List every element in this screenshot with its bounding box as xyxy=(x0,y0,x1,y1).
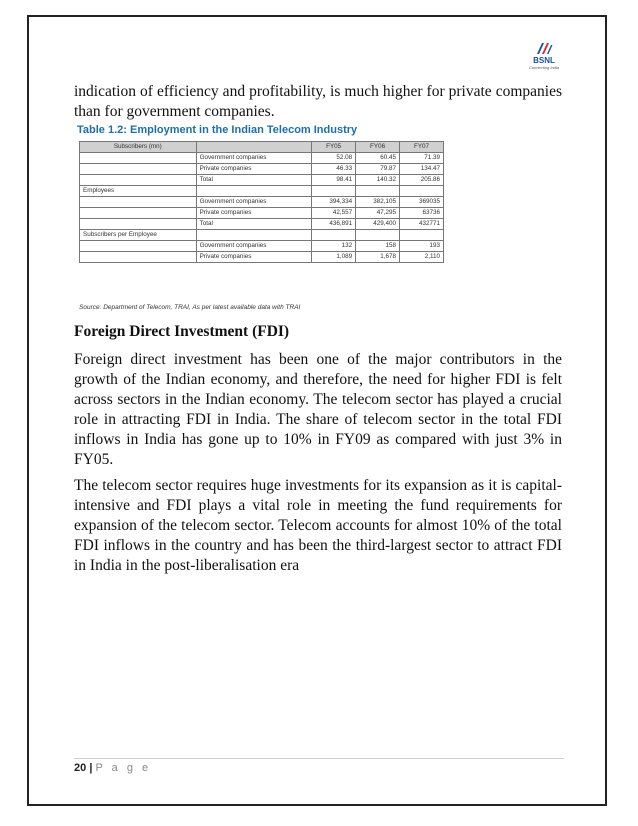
table-row xyxy=(80,241,444,252)
table-row xyxy=(80,252,444,263)
table-cell: 79.87 xyxy=(356,164,400,175)
table-cell: 436,891 xyxy=(312,219,356,230)
table-cell xyxy=(80,241,197,252)
table-cell xyxy=(196,186,312,197)
footer-separator: | xyxy=(89,762,93,774)
logo-name: BSNL xyxy=(533,56,555,65)
table-cell: 98.41 xyxy=(312,175,356,186)
table-cell: 134.47 xyxy=(400,164,444,175)
table-cell: 432771 xyxy=(400,219,444,230)
table-cell: Government companies xyxy=(196,153,312,164)
table-cell: 42,557 xyxy=(312,208,356,219)
table-cell: 47,295 xyxy=(356,208,400,219)
table-cell: 1,678 xyxy=(356,252,400,263)
table-cell: Total xyxy=(196,175,312,186)
table-title: Table 1.2: Employment in the Indian Telecom Industry xyxy=(77,124,358,136)
table-cell xyxy=(356,186,400,197)
table-cell xyxy=(80,153,197,164)
table-header-cell xyxy=(196,142,312,153)
table-cell: 193 xyxy=(400,241,444,252)
bsnl-swoosh-icon xyxy=(533,40,555,56)
page-label: P a g e xyxy=(95,762,152,774)
table-cell: 63736 xyxy=(400,208,444,219)
table-cell xyxy=(80,197,197,208)
table-cell: 46.33 xyxy=(312,164,356,175)
section-heading: Foreign Direct Investment (FDI) xyxy=(74,323,290,340)
table-cell: 158 xyxy=(356,241,400,252)
table-cell: Private companies xyxy=(196,208,312,219)
table-cell: Private companies xyxy=(196,164,312,175)
table-row xyxy=(80,208,444,219)
table-cell xyxy=(80,252,197,263)
table-cell: 429,400 xyxy=(356,219,400,230)
table-row xyxy=(80,219,444,230)
table-header-cell: FY05 xyxy=(312,142,356,153)
table-cell: 140.32 xyxy=(356,175,400,186)
table-cell xyxy=(356,230,400,241)
table-cell xyxy=(80,219,197,230)
fdi-paragraph-1: Foreign direct investment has been one of the major contributors in the growth of the Indian economy, and therefore, the need for higher FDI is felt across sectors in the Indian economy. The telecom sector has played a crucial role in attracting FDI in India. The share of telecom sector in the total FDI inflows in India has gone up to 10% in FY09 as compared with just 3% in FY05. xyxy=(74,351,562,468)
table-row xyxy=(80,197,444,208)
table-row xyxy=(80,230,444,241)
table-cell: Subscribers per Employee xyxy=(80,230,197,241)
table-row xyxy=(80,153,444,164)
page-footer xyxy=(74,762,151,774)
table-cell xyxy=(80,208,197,219)
footer-divider xyxy=(74,758,564,759)
table-cell: 52.08 xyxy=(312,153,356,164)
table-cell: 205.86 xyxy=(400,175,444,186)
table-cell: 382,105 xyxy=(356,197,400,208)
table-cell: Government companies xyxy=(196,241,312,252)
table-cell: Government companies xyxy=(196,197,312,208)
table-cell xyxy=(312,230,356,241)
table-header-cell: FY06 xyxy=(356,142,400,153)
fdi-paragraph-2: The telecom sector requires huge investments for its expansion as it is capital-intensive and FDI plays a vital role in meeting the fund requirements for expansion of the telecom sector. Telecom accounts for almost 10% of the total FDI inflows in the country and has been the third-largest sector to attract FDI in India in the post-liberalisation era xyxy=(74,477,562,574)
table-row xyxy=(80,164,444,175)
table-source: Source: Department of Telecom, TRAI, As per latest available data with TRAI xyxy=(79,304,301,311)
page-number: 20 xyxy=(74,762,87,774)
table-cell xyxy=(312,186,356,197)
logo-tagline: Connecting India xyxy=(528,65,560,70)
table-cell: Private companies xyxy=(196,252,312,263)
table-cell: 1,089 xyxy=(312,252,356,263)
bsnl-logo xyxy=(524,40,564,76)
table-cell xyxy=(400,186,444,197)
table-cell xyxy=(400,230,444,241)
table-cell: Total xyxy=(196,219,312,230)
table-cell: 60.45 xyxy=(356,153,400,164)
table-row xyxy=(80,175,444,186)
table-cell: 2,110 xyxy=(400,252,444,263)
table-cell: Employees xyxy=(80,186,197,197)
table-cell: 132 xyxy=(312,241,356,252)
table-cell xyxy=(80,164,197,175)
employment-table xyxy=(79,141,444,263)
table-cell xyxy=(80,175,197,186)
table-header-cell: FY07 xyxy=(400,142,444,153)
table-cell xyxy=(196,230,312,241)
table-cell: 369035 xyxy=(400,197,444,208)
table-cell: 71.39 xyxy=(400,153,444,164)
table-header-row xyxy=(80,142,444,153)
table-cell: 394,334 xyxy=(312,197,356,208)
table-header-cell: Subscribers (mn) xyxy=(80,142,197,153)
table-row xyxy=(80,186,444,197)
intro-paragraph: indication of efficiency and profitability, is much higher for private companies than for government companies. xyxy=(74,83,562,120)
